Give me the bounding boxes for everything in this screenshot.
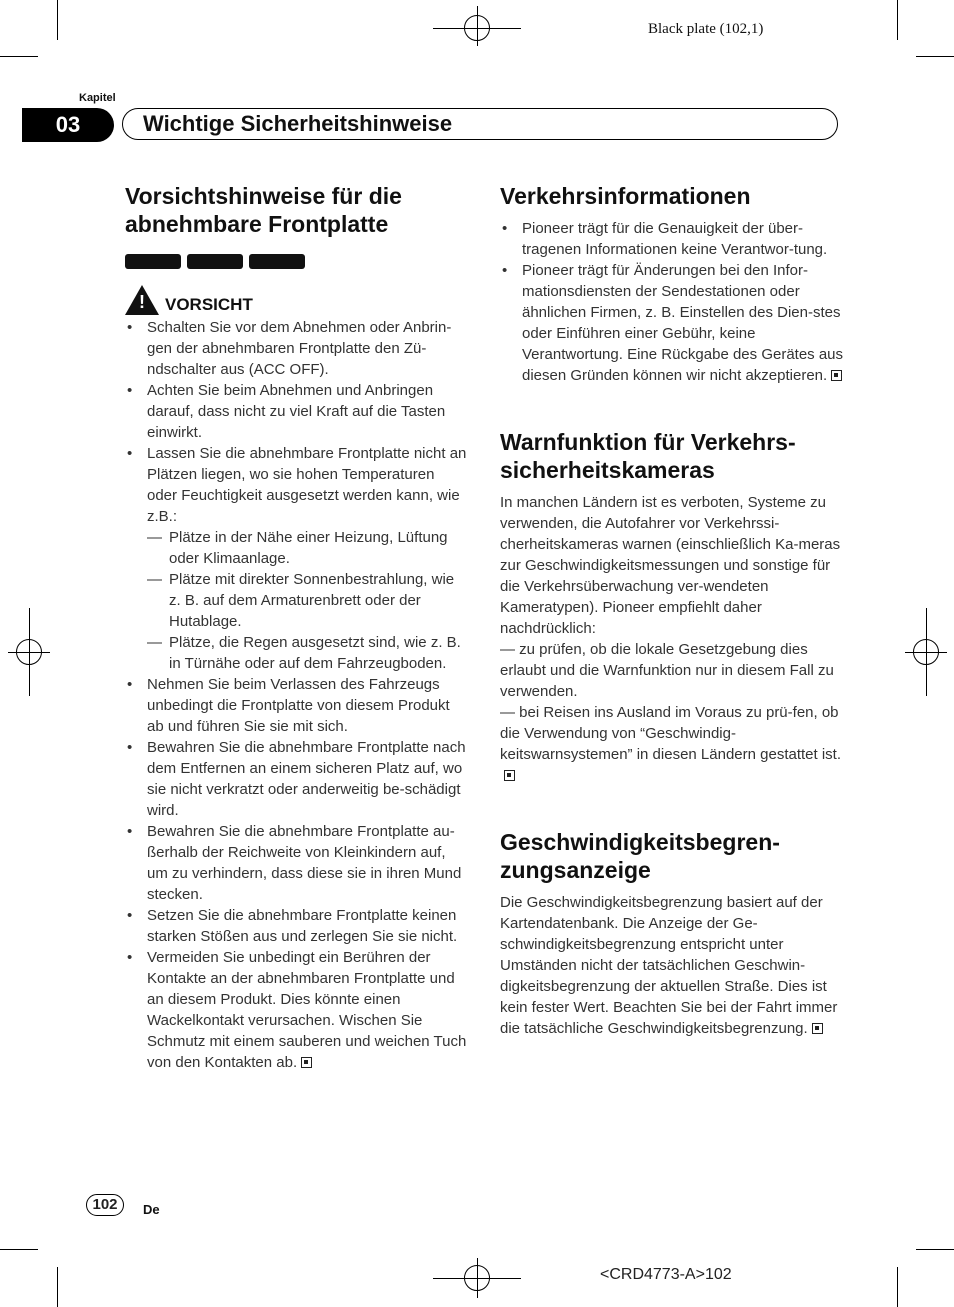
paragraph-text: Die Geschwindigkeitsbegrenzung basiert auf der Kartendatenbank. Die Anzeige der Ge-schwindigkeitsbegrenzung entspricht unter Umständen nicht der tatsächlichen Geschwin-digkeitsbegrenzung der aktuellen Straße. Dies ist kein fester Wert. Beachten Sie bei der Fahrt immer die tatsächliche Geschwindigkeitsbegrenzung. (500, 894, 838, 1037)
paragraph-text: — bei Reisen ins Ausland im Voraus zu prü-fen, ob die Verwendung von “Geschwindig-keitswarnsystemen” in diesen Ländern gestattet ist. (500, 704, 842, 763)
list-item: • Setzen Sie die abnehmbare Frontplatte keinen starken Stößen aus und zerlegen Sie sie nicht. (125, 905, 467, 947)
list-item-text: Lassen Sie die abnehmbare Frontplatte nicht an Plätzen liegen, wo sie hohen Temperaturen oder Feuchtigkeit ausgesetzt werden kann, wie z.B.: (147, 445, 467, 525)
registration-mark (913, 639, 939, 665)
paragraph: In manchen Ländern ist es verboten, Systeme zu verwenden, die Autofahrer vor Verkehrssi-cherheitskameras warnen (einschließlich Ka-meras zur Geschwindigkeitsmessungen und sonstige für die Verkehrsüberwachung ver-wendeten Kameratypen). Pioneer empfiehlt daher nachdrücklich: (500, 494, 841, 637)
section-title: Warnfunktion für Verkehrs-sicherheitskameras (500, 429, 796, 483)
end-mark-icon (812, 1023, 823, 1034)
model-tag (125, 254, 181, 269)
sub-list-item: — Plätze mit direkter Sonnenbestrahlung, wie z. B. auf dem Armaturenbrett oder der Hutablage. (147, 569, 467, 632)
language-code: De (143, 1202, 160, 1217)
section-title: Verkehrsinformationen (500, 183, 751, 209)
plate-label: Black plate (102,1) (648, 21, 764, 37)
chapter-label: Kapitel (79, 92, 116, 104)
left-column (125, 182, 467, 1073)
crop-mark (57, 0, 58, 40)
caution-heading (125, 285, 467, 315)
list-item: • Pioneer trägt für die Genauigkeit der über-tragenen Informationen keine Verantwor-tung. (500, 218, 845, 260)
sub-list-item: — Plätze, die Regen ausgesetzt sind, wie z. B. in Türnähe oder auf dem Fahrzeugboden. (147, 632, 467, 674)
list-item (125, 443, 467, 674)
registration-mark (464, 1265, 490, 1291)
section-title: Geschwindigkeitsbegren-zungsanzeige (500, 829, 780, 883)
document-code: <CRD4773-A>102 (600, 1266, 732, 1283)
list-item-text: Pioneer trägt für Änderungen bei den Infor-mationsdiensten der Sendestationen oder ähnlichen Firmen, z. B. Einstellen des Dien-stes oder Einführen einer Gebühr, keine Verantwortung. Eine Rückgabe des Gerätes aus diesen Gründen können wir nicht akzeptieren. (522, 262, 844, 384)
section-title: Vorsichtshinweise für die abnehmbare Frontplatte (125, 183, 402, 237)
caution-list (125, 317, 467, 1073)
model-tag (187, 254, 243, 269)
end-mark-icon (301, 1057, 312, 1068)
paragraph (500, 892, 845, 1039)
sub-list (147, 527, 467, 674)
registration-mark (16, 639, 42, 665)
info-list (500, 218, 845, 386)
paragraph: — zu prüfen, ob die lokale Gesetzgebung dies erlaubt und die Warnfunktion nur in diesem Fall zu verwenden. (500, 641, 834, 700)
page-number: 102 (86, 1194, 124, 1216)
paragraph (500, 702, 845, 786)
crop-mark (897, 1267, 898, 1307)
list-item (125, 947, 467, 1073)
crop-mark (916, 56, 954, 57)
crop-mark (0, 1249, 38, 1250)
crop-mark (0, 56, 38, 57)
list-item: • Achten Sie beim Abnehmen und Anbringen darauf, dass nicht zu viel Kraft auf die Tasten einwirkt. (125, 380, 467, 443)
list-item: • Schalten Sie vor dem Abnehmen oder Anbrin-gen der abnehmbaren Frontplatte den Zü-ndschalter aus (ACC OFF). (125, 317, 467, 380)
end-mark-icon (831, 370, 842, 381)
list-item: • Bewahren Sie die abnehmbare Frontplatte au-ßerhalb der Reichweite von Kleinkindern auf, um zu verhindern, dass diese sie in ihren Mund stecken. (125, 821, 467, 905)
crop-mark (897, 0, 898, 40)
list-item: • Nehmen Sie beim Verlassen des Fahrzeugs unbedingt die Frontplatte von diesem Produkt ab und führen Sie sie mit sich. (125, 674, 467, 737)
caution-label: VORSICHT (165, 295, 253, 314)
crop-mark (57, 1267, 58, 1307)
crop-mark (916, 1249, 954, 1250)
chapter-title: Wichtige Sicherheitshinweise (122, 108, 838, 140)
warning-icon: ! (125, 285, 159, 315)
list-item-text: Vermeiden Sie unbedingt ein Berühren der Kontakte an der abnehmbaren Frontplatte und an diesem Produkt. Dies könnte einen Wackelkontakt verursachen. Wischen Sie Schmutz mit einem sauberen und weichen Tuch von den Kontakten ab. (147, 949, 467, 1071)
sub-list-item: — Plätze in der Nähe einer Heizung, Lüftung oder Klimaanlage. (147, 527, 467, 569)
right-column (500, 182, 845, 1039)
model-tag (249, 254, 305, 269)
end-mark-icon (504, 770, 515, 781)
chapter-number: 03 (22, 108, 114, 142)
list-item (500, 260, 845, 386)
model-tags (125, 254, 467, 269)
registration-mark (464, 15, 490, 41)
list-item: • Bewahren Sie die abnehmbare Frontplatte nach dem Entfernen an einem sicheren Platz auf, wo sie nicht verkratzt oder anderweitig be-schädigt wird. (125, 737, 467, 821)
